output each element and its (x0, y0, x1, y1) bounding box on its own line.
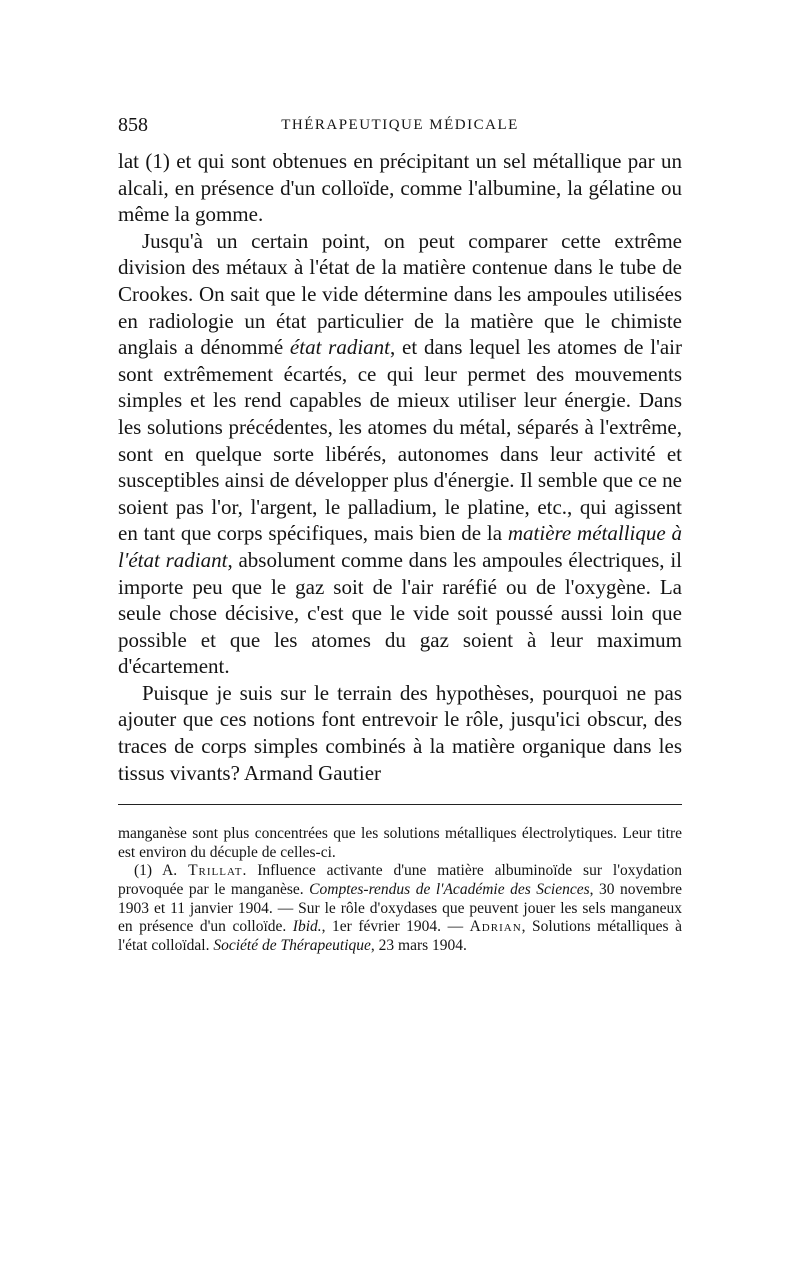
running-title: THÉRAPEUTIQUE MÉDICALE (281, 117, 519, 133)
text-run: , Solutions métalliques à l'état colloïdal. (118, 918, 682, 954)
book-page (118, 112, 682, 955)
text-run: Jusqu'à un certain point, on peut comparer cette extrême division des métaux à l'état de la matière contenue dans le tube de Crookes. On sait que le vide détermine dans les ampoules utilisées en radiologie un état particulier de la matière que le chimiste anglais a dénommé (118, 228, 682, 360)
footnote-1 (118, 862, 682, 955)
text-run: , absolument comme dans les ampoules électriques, il importe peu que le gaz soit de l'air raréfié ou de l'oxygène. La seule chose décisive, c'est que le vide soit poussé aussi loin que possible et que les atomes du gaz soient à leur maximum d'écartement. (118, 547, 682, 679)
footnotes (118, 825, 682, 955)
page-header (118, 112, 682, 142)
author-name: Adrian (469, 918, 522, 936)
text-run: , et dans lequel les atomes de l'air sont extrêmement écartés, ce qui leur permet des mouvements simples et les rend capables de mieux utiliser leur énergie. Dans les solutions précédentes, les atomes du métal, séparés à l'extrême, sont en quelque sorte libérés, autonomes dans leur activité et susceptibles ainsi de développer plus d'énergie. Il semble que ce ne soient pas l'or, l'argent, le palladium, le platine, etc., qui agissent en tant que corps spécifiques, mais bien de la (118, 335, 682, 546)
text-run: , 30 novembre 1903 et 11 janvier 1904. — Sur le rôle d'oxydases que peuvent jouer les sels manganeux en présence d'un colloïde. (118, 881, 682, 936)
footnote-marker: (1) A. (134, 862, 189, 880)
paragraph-hypotheses: Puisque je suis sur le terrain des hypothèses, pourquoi ne pas ajouter que ces notions font entrevoir le rôle, jusqu'ici obscur, des traces de corps simples combinés à la matière organique dans les tissus vivants? Armand Gautier (118, 680, 682, 785)
text-run: , 23 mars 1904. (370, 936, 467, 954)
society-title: Société de Thérapeutique (213, 936, 371, 954)
journal-title: Comptes-rendus de l'Académie des Sciences (309, 881, 590, 899)
paragraph-crookes (118, 228, 682, 680)
ibid-reference: Ibid. (292, 918, 322, 936)
italic-term: matière métallique à l'état radiant (118, 521, 682, 572)
italic-term: état radiant (289, 335, 391, 360)
paragraph-continued: lat (1) et qui sont obtenues en précipitant un sel métallique par un alcali, en présence d'un colloïde, comme l'albumine, la gélatine ou même la gomme. (118, 149, 682, 227)
main-text (118, 148, 682, 786)
text-run: , 1er février 1904. — (321, 918, 470, 936)
author-name: Trillat (188, 862, 243, 880)
page-number: 858 (118, 114, 148, 136)
footnote-continued: manganèse sont plus concentrées que les solutions métalliques électrolytiques. Leur titre est environ du décuple de celles-ci. (118, 825, 682, 861)
text-run: . Influence activante d'une matière albuminoïde sur l'oxydation provoquée par le manganèse. (118, 862, 682, 899)
footnote-separator (118, 804, 682, 805)
